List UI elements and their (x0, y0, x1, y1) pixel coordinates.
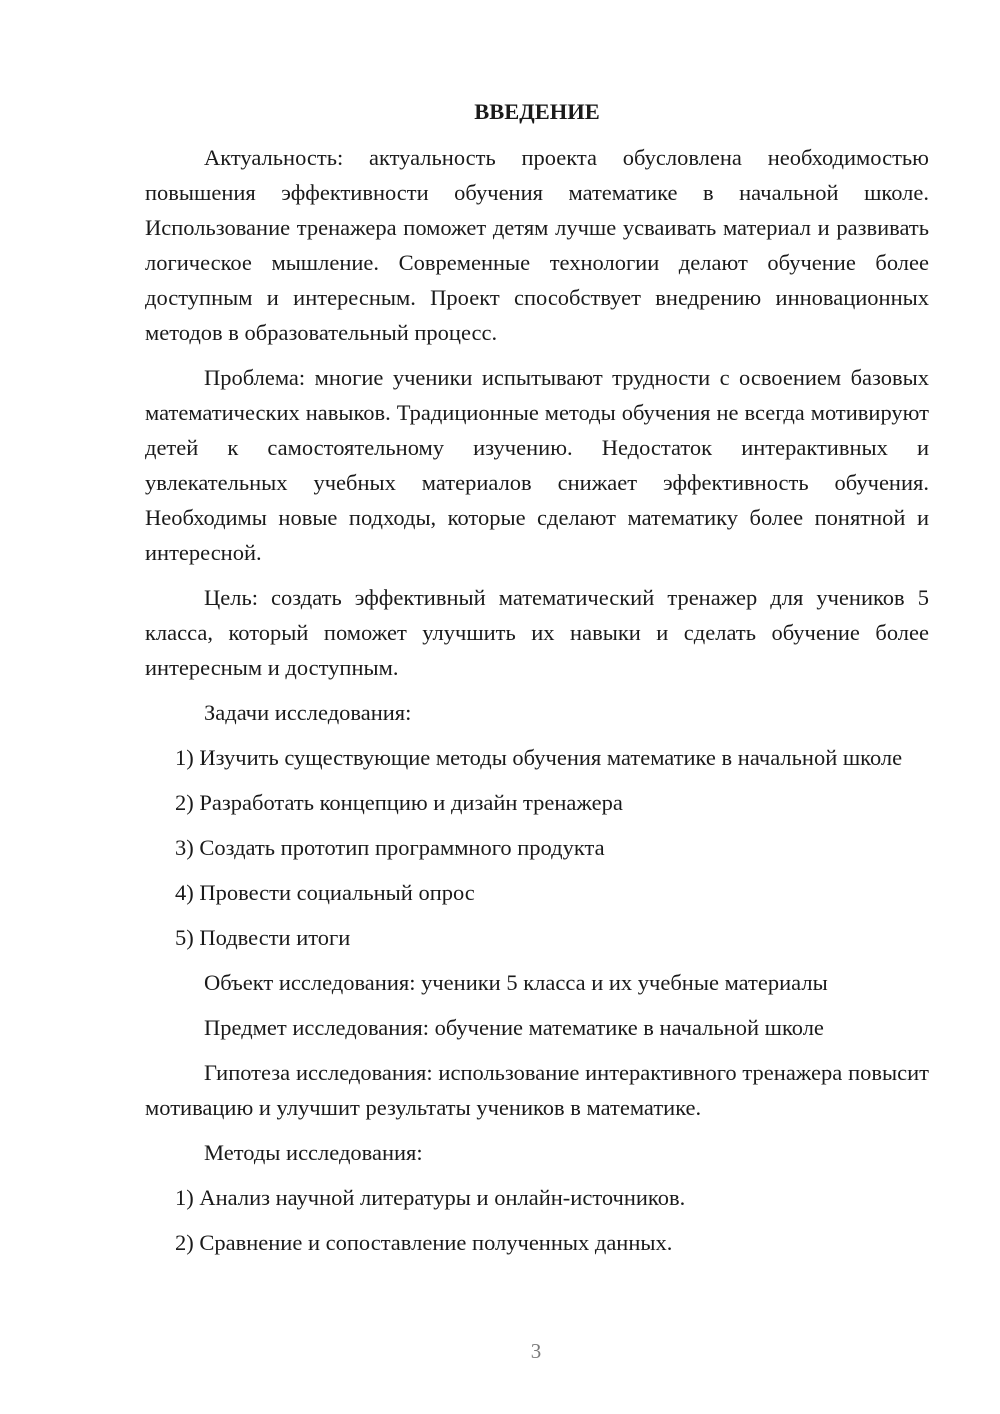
task-item-4: 4) Провести социальный опрос (175, 880, 475, 905)
methods-heading: Методы исследования: (204, 1140, 423, 1165)
document-page (145, 94, 929, 1270)
relevance-paragraph: Актуальность: актуальность проекта обусловлена необходимостью повышения эффективности обучения математике в начальной школе. Использование тренажера поможет детям лучше усваивать материал и развивать логическое мышление. Современные технологии делают обучение более доступным и интересным. Проект способствует внедрению инновационных методов в образовательный процесс. (145, 145, 929, 345)
tasks-heading: Задачи исследования: (204, 700, 412, 725)
problem-paragraph: Проблема: многие ученики испытывают трудности с освоением базовых математических навыков. Традиционные методы обучения не всегда мотивируют детей к самостоятельному изучению. Недостаток интерактивных и увлекательных учебных материалов снижает эффективность обучения. Необходимы новые подходы, которые сделают математику более понятной и интересной. (145, 365, 929, 565)
task-item-1: 1) Изучить существующие методы обучения математике в начальной школе (175, 745, 903, 770)
method-item-1: 1) Анализ научной литературы и онлайн-источников. (175, 1185, 686, 1210)
task-item-2: 2) Разработать концепцию и дизайн тренажера (175, 790, 623, 815)
hypothesis-paragraph: Гипотеза исследования: использование интерактивного тренажера повысит мотивацию и улучшит результаты учеников в математике. (145, 1060, 929, 1120)
section-title: ВВЕДЕНИЕ (474, 99, 600, 124)
task-item-3: 3) Создать прототип программного продукта (175, 835, 605, 860)
method-item-2: 2) Сравнение и сопоставление полученных данных. (175, 1230, 673, 1255)
goal-paragraph: Цель: создать эффективный математический тренажер для учеников 5 класса, который поможет улучшить их навыки и сделать обучение более интересным и доступным. (145, 585, 929, 680)
research-subject: Предмет исследования: обучение математике в начальной школе (204, 1015, 824, 1040)
page-number: 3 (530, 1339, 542, 1363)
task-item-5: 5) Подвести итоги (175, 925, 351, 950)
research-object: Объект исследования: ученики 5 класса и их учебные материалы (204, 970, 828, 995)
